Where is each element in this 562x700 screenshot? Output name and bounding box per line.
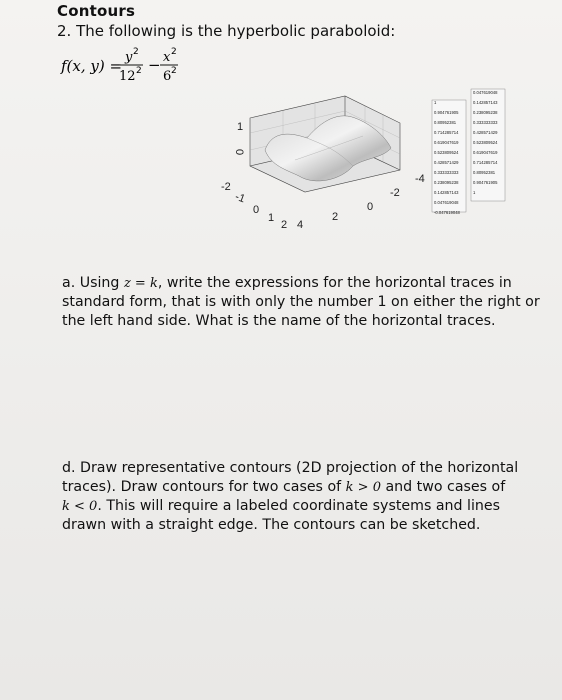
x-tick-4: 4 (297, 219, 304, 231)
colorbar-left-label: 0.523809524 (434, 150, 459, 155)
colorbar-left-label: 0.428571429 (434, 160, 459, 165)
z-tick-neg2: -2 (221, 181, 231, 193)
formula-lhs: f(x, y) = (61, 57, 123, 75)
formula-term1-denominator: 12 (119, 69, 136, 84)
formula-term2-denominator: 6 (163, 69, 172, 84)
surface-plot (195, 88, 525, 238)
colorbar-right (471, 89, 505, 201)
x-tick-1: 1 (268, 212, 275, 224)
part-d-line3: . This will require a labeled coordinate systems and lines (97, 498, 501, 514)
part-d-text (62, 459, 550, 535)
question-text: 2. The following is the hyperbolic paraboloid: (57, 22, 396, 40)
formula-term1-numerator: y (125, 50, 133, 65)
paraboloid-formula (57, 44, 207, 90)
formula-term1-den-exponent: 2 (136, 66, 142, 76)
part-a-rest: , write the expressions for the horizontal traces in standard form, that is with only the number 1 on either the right or the left hand side. What is the name of the horizontal traces. (62, 275, 540, 329)
colorbar-left-label: 0.333333333 (434, 170, 459, 175)
z-tick-0: 0 (233, 149, 245, 156)
colorbar-right-label: 0.428571429 (473, 130, 498, 135)
colorbar-right-label: 0.142857143 (473, 100, 498, 105)
colorbar-right-label: 0.619047619 (473, 150, 498, 155)
colorbar-right-label: 0.047619048 (473, 90, 498, 95)
part-a-prefix: a. Using (62, 275, 124, 291)
part-d-line2a: traces). Draw contours for two cases of (62, 479, 346, 495)
formula-term2-num-exponent: 2 (171, 47, 177, 57)
y-tick-2: 2 (332, 211, 339, 223)
part-a-text (62, 274, 550, 331)
section-heading: Contours (57, 2, 136, 20)
colorbar-left-label: 1 (434, 100, 437, 105)
colorbar-right-label: 0.523809524 (473, 140, 498, 145)
part-d-line1: d. Draw representative contours (2D projection of the horizontal (62, 460, 519, 476)
colorbar-left-label: 0.142857143 (434, 190, 459, 195)
formula-term1-num-exponent: 2 (133, 47, 139, 57)
part-d-k-positive: k > 0 (345, 480, 381, 495)
colorbar-right-label: 0.238095238 (473, 110, 498, 115)
colorbar-left-label: 0.80952381 (434, 120, 457, 125)
x-tick-0: 0 (253, 204, 260, 216)
part-d-line2b: and two cases of (380, 479, 506, 495)
colorbar-right-label: 0.333333333 (473, 120, 498, 125)
colorbar-right-label: 0.904761905 (473, 180, 498, 185)
x-tick-neg1: -1 (233, 190, 247, 206)
part-d-line4: drawn with a straight edge. The contours can be sketched. (62, 517, 481, 533)
colorbar-left-label: 0.904761905 (434, 110, 459, 115)
colorbar-left-label: 0.714285714 (434, 130, 459, 135)
colorbar-left-label: -0.047619048 (434, 210, 460, 215)
part-d-k-negative: k < 0 (62, 499, 98, 514)
colorbar-left-label: 0.238095238 (434, 180, 459, 185)
formula-term2-numerator: x (163, 50, 171, 65)
colorbar-left (432, 100, 466, 215)
y-tick-neg4: -4 (415, 173, 425, 185)
z-tick-1: 1 (237, 121, 244, 133)
colorbar-left-label: 0.619047619 (434, 140, 459, 145)
colorbar-left-label: 0.047619048 (434, 200, 459, 205)
y-tick-0: 0 (367, 201, 374, 213)
y-tick-neg2: -2 (390, 187, 400, 199)
colorbar-right-label: 0.714285714 (473, 160, 498, 165)
formula-minus: − (148, 56, 161, 74)
part-a-expression: z = k (123, 276, 158, 291)
formula-term2-den-exponent: 2 (171, 66, 177, 76)
colorbar-right-label: 1 (473, 190, 476, 195)
colorbar-right-label: 0.80952381 (473, 170, 496, 175)
x-tick-2: 2 (281, 219, 288, 231)
